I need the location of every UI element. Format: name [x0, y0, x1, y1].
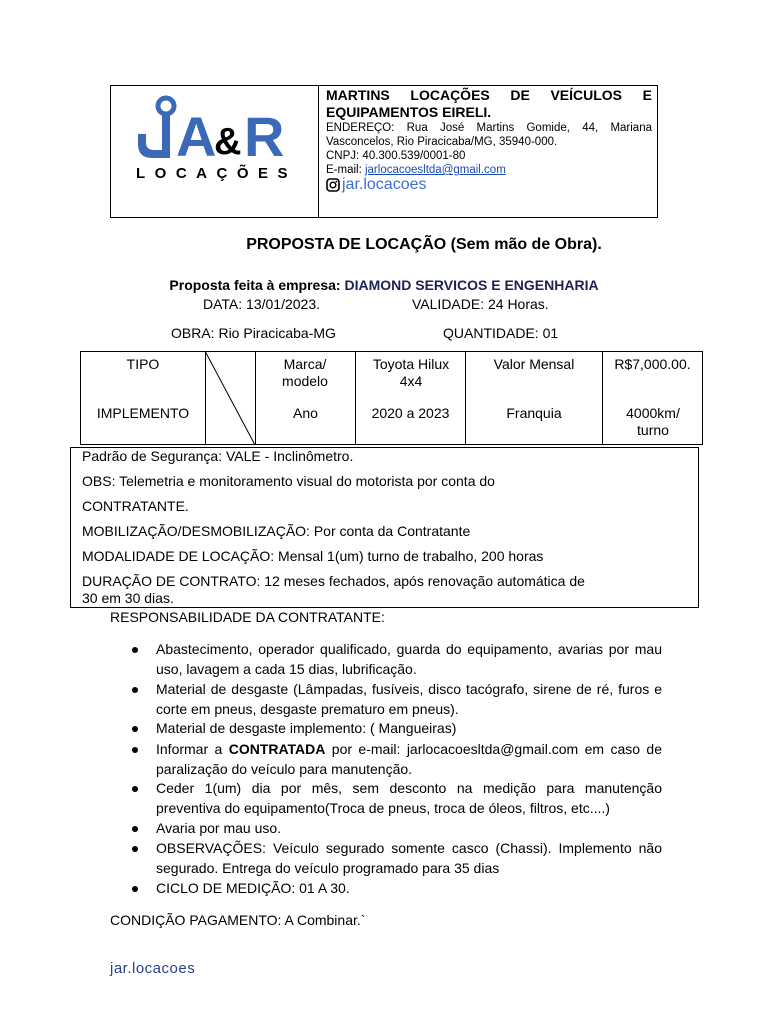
list-item: Material de desgaste (Lâmpadas, fusíveis, disco tacógrafo, sirene de ré, furos e corte em pneus, desgaste prematuro em pneus).: [132, 680, 662, 719]
table-brand-value: Toyota Hilux 4x4: [372, 356, 450, 389]
company-name: MARTINS LOCAÇÕES DE VEÍCULOS E EQUIPAMENTOS EIRELI.: [326, 87, 652, 120]
logo-text-a: A: [176, 105, 217, 168]
table-monthly-value: R$7,000.00.: [614, 356, 691, 372]
list-item: Abastecimento, operador qualificado, guarda do equipamento, avarias por mau uso, lavagem a cada 15 dias, lubrificação.: [132, 640, 662, 679]
company-info: [326, 87, 652, 192]
payment-condition: CONDIÇÃO PAGAMENTO: A Combinar.`: [110, 912, 366, 928]
table-monthly-label: Valor Mensal: [493, 356, 575, 372]
instagram-handle[interactable]: jar.locacoes: [342, 176, 427, 193]
table-year-label: Ano: [293, 405, 318, 421]
table-tipo-value: IMPLEMENTO: [96, 405, 190, 421]
document-title: PROPOSTA DE LOCAÇÃO (Sem mão de Obra).: [246, 236, 602, 253]
proposal-date: DATA: 13/01/2023.: [203, 296, 320, 312]
table-brand-label: Marca/ modelo: [282, 356, 328, 389]
table-divider: [355, 351, 356, 445]
company-cnpj: CNPJ: 40.300.539/0001-80: [326, 150, 466, 162]
list-item: Informar a CONTRATADA por e-mail: jarlocacoesltda@gmail.com em caso de paralização do veículo para manutenção.: [132, 740, 662, 779]
proposal-quantity: QUANTIDADE: 01: [443, 325, 559, 341]
responsibility-title: RESPONSABILIDADE DA CONTRATANTE:: [110, 609, 385, 625]
proposal-obra: OBRA: Rio Piracicaba-MG: [171, 325, 336, 341]
email-link[interactable]: jarlocacoesltda@gmail.com: [364, 164, 506, 176]
rental-modality: MODALIDADE DE LOCAÇÃO: Mensal 1(um) turno de trabalho, 200 horas: [82, 548, 544, 564]
list-item: OBSERVAÇÕES: Veículo segurado somente casco (Chassi). Implemento não segurado. Entrega do veículo programado para 35 dias: [132, 839, 662, 878]
table-tipo-label: TIPO: [126, 356, 160, 372]
table-franchise-label: Franquia: [506, 405, 562, 421]
table-franchise-value: 4000km/ turno: [626, 405, 680, 438]
list-item: CICLO DE MEDIÇÃO: 01 A 30.: [132, 879, 662, 899]
logo-text-r: R: [244, 105, 285, 168]
contract-duration-2: 30 em 30 dias.: [82, 590, 174, 606]
table-year-value: 2020 a 2023: [371, 405, 450, 421]
obs-line-2: CONTRATANTE.: [82, 498, 189, 514]
company-address: ENDEREÇO: Rua José Martins Gomide, 44, Mariana Vasconcelos, Rio Piracicaba/MG, 35940-000.: [326, 122, 652, 148]
company-logo: [128, 92, 308, 202]
proposal-label: Proposta feita à empresa:: [169, 277, 345, 293]
instagram-icon: [326, 178, 340, 192]
header-divider: [318, 85, 319, 218]
instagram-row: [326, 178, 652, 192]
company-email-row: E-mail: jarlocacoesltda@gmail.com: [326, 164, 506, 176]
contract-duration-1: DURAÇÃO DE CONTRATO: 12 meses fechados, após renovação automática de: [82, 573, 585, 589]
list-item: Material de desgaste implemento: ( Mangueiras): [132, 719, 662, 739]
table-divider: [255, 351, 256, 445]
footer-handle: jar.locacoes: [110, 960, 196, 977]
proposal-validity: VALIDADE: 24 Horas.: [412, 296, 549, 312]
client-company: DIAMOND SERVICOS E ENGENHARIA: [344, 277, 599, 293]
list-item: Ceder 1(um) dia por mês, sem desconto na medição para manutenção preventiva do equipamento(Troca de pneus, troca de óleos, filtros, etc....): [132, 779, 662, 818]
table-diagonal: [205, 351, 255, 445]
mobilization: MOBILIZAÇÃO/DESMOBILIZAÇÃO: Por conta da Contratante: [82, 523, 471, 539]
proposal-line: [0, 277, 768, 293]
list-item: Avaria por mau uso.: [132, 819, 662, 839]
logo-subtitle: LOCAÇÕES: [136, 165, 298, 182]
obs-line-1: OBS: Telemetria e monitoramento visual do motorista por conta do: [82, 473, 495, 489]
security-standard: Padrão de Segurança: VALE - Inclinômetro.: [82, 448, 354, 464]
logo-ampersand: &: [214, 121, 242, 163]
